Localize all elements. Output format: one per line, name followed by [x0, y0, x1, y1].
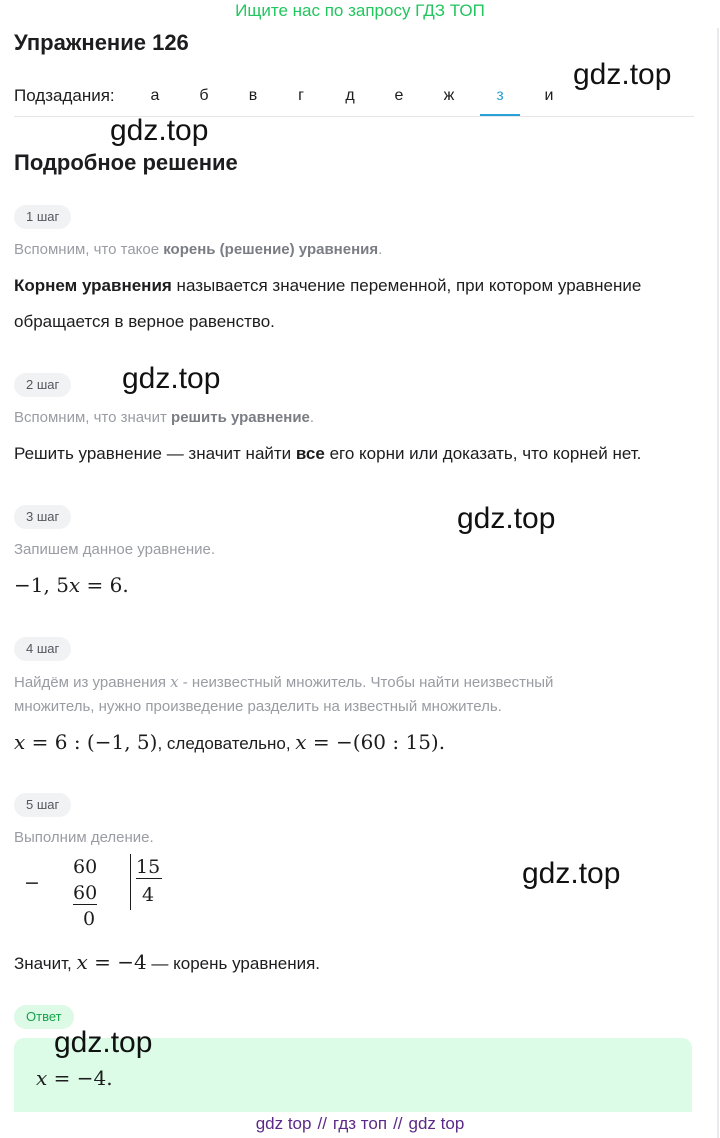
step-5-badge: 5 шаг [14, 793, 71, 817]
subtask-b[interactable]: б [199, 87, 209, 104]
long-division [20, 854, 220, 934]
step-1-badge: 1 шаг [14, 205, 71, 229]
right-divider [717, 28, 719, 1138]
watermark: gdz.top [54, 1026, 153, 1059]
answer-value: x = −4. [36, 1066, 113, 1090]
watermark: gdz.top [110, 114, 209, 147]
subtasks-label: Подзадания: [14, 86, 115, 105]
step-2-hint: Вспомним, что значит решить уравнение. [14, 409, 315, 426]
search-banner: Ищите нас по запросу ГДЗ ТОП [235, 1, 485, 20]
footer-link-gdz-top-2[interactable]: gdz top [408, 1114, 465, 1133]
step-2-text: Решить уравнение — значит найти все его корни или доказать, что корней нет. [14, 444, 642, 463]
footer-separator: // [317, 1114, 327, 1133]
step-3-equation: −1, 5x = 6. [14, 573, 129, 597]
solution-title: Подробное решение [14, 150, 238, 175]
step-5-hint: Выполним деление. [14, 829, 154, 846]
subtask-e[interactable]: е [394, 87, 404, 104]
step-3-badge: 3 шаг [14, 505, 71, 529]
step-4-hint: Найдём из уравнения x - неизвестный множитель. Чтобы найти неизвестный множитель, нужно произведение разделить на известный множитель. [14, 673, 554, 715]
watermark: gdz.top [573, 58, 672, 91]
division-dividend: 60 [73, 856, 98, 878]
division-minus: − [24, 872, 40, 894]
subtask-g[interactable]: г [298, 87, 304, 104]
watermark: gdz.top [122, 362, 221, 395]
footer-link-gdz-top[interactable]: gdz top [255, 1114, 312, 1133]
division-subtrahend: 60 [73, 882, 98, 904]
division-vertical-bar [130, 854, 131, 910]
footer-link-gdz-top-ru[interactable]: гдз топ [332, 1114, 388, 1133]
footer-links [0, 1112, 720, 1136]
step-5-conclusion: Значит, x = −4 — корень уравнения. [14, 950, 321, 974]
step-1-text: Корнем уравнения называется значение переменной, при котором уравнение обращается в верное равенство. [14, 276, 642, 331]
answer-badge: Ответ [14, 1005, 74, 1029]
footer-separator: // [393, 1114, 403, 1133]
subtask-v[interactable]: в [248, 87, 258, 104]
step-1-hint: Вспомним, что такое корень (решение) уравнения. [14, 241, 383, 258]
watermark: gdz.top [522, 857, 621, 890]
step-4-formula: x = 6 : (−1, 5), следовательно, x = −(60 : 15). [14, 730, 446, 754]
division-divisor: 15 [136, 856, 161, 878]
page-title: Упражнение 126 [14, 30, 189, 55]
division-quotient: 4 [142, 884, 155, 906]
step-4-badge: 4 шаг [14, 637, 71, 661]
division-remainder: 0 [83, 908, 96, 930]
subtask-d[interactable]: д [345, 87, 355, 104]
subtask-z-active[interactable]: з [480, 84, 520, 116]
subtask-a[interactable]: а [150, 87, 160, 104]
subtask-i[interactable]: и [544, 87, 554, 104]
watermark: gdz.top [457, 502, 556, 535]
step-2-badge: 2 шаг [14, 373, 71, 397]
subtask-zh[interactable]: ж [443, 87, 455, 104]
step-3-hint: Запишем данное уравнение. [14, 541, 216, 558]
